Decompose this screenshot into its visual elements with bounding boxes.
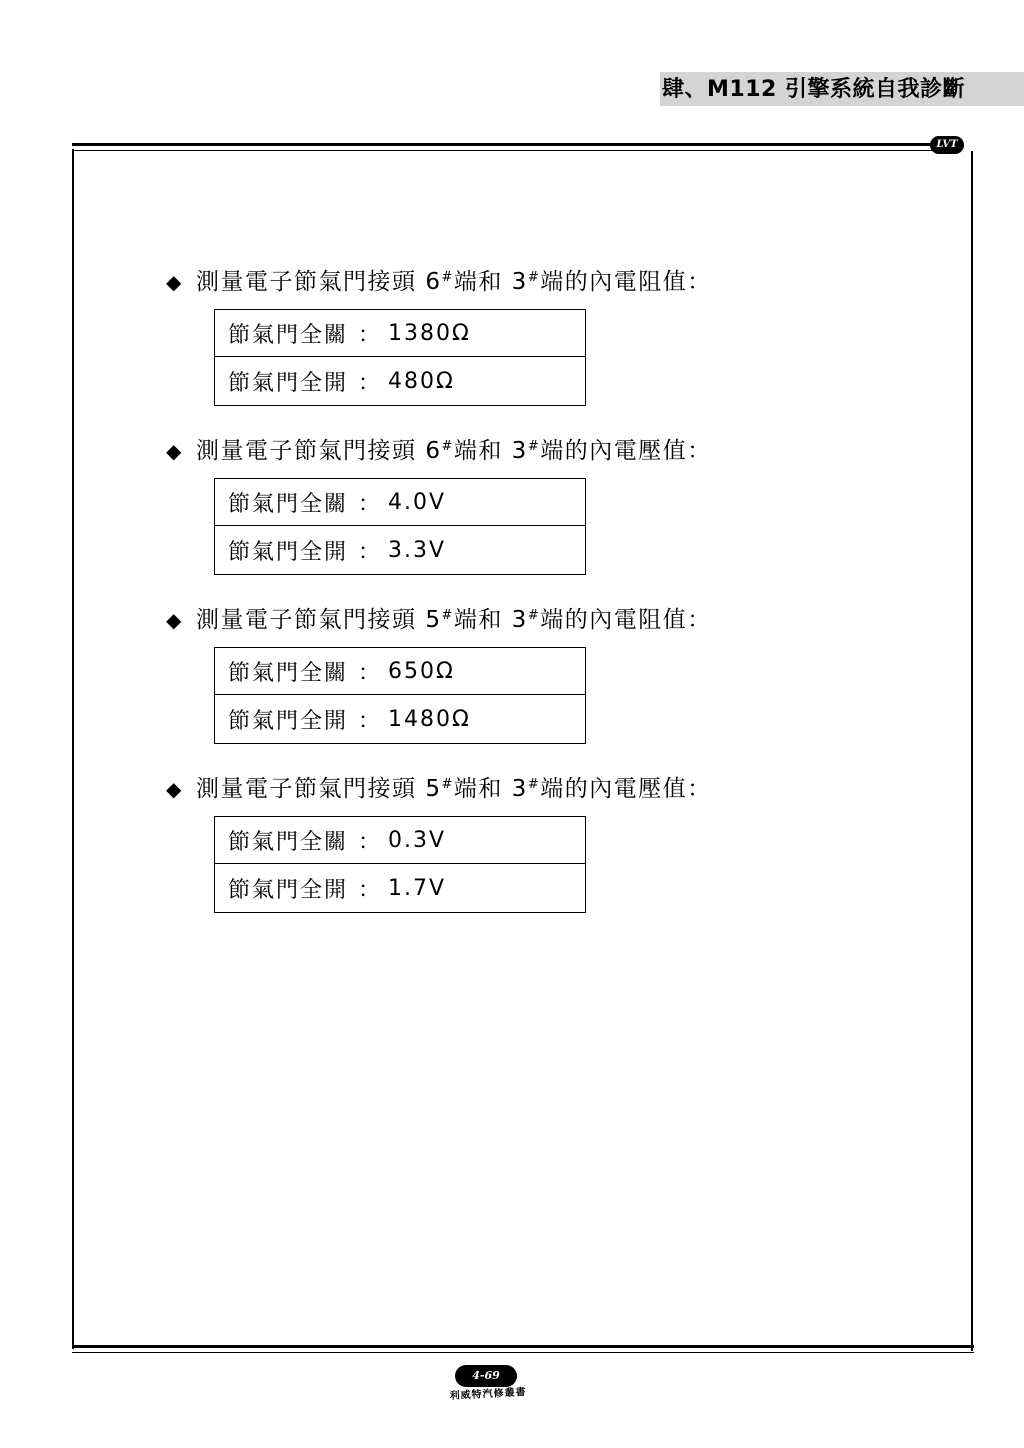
page-number-badge: 4-69 [455,1365,517,1387]
table-row: 節氣門全開 ： 480Ω [214,357,586,406]
frame-left-rule [72,149,74,1349]
publisher-logo: 利威特汽修叢書 [449,1386,527,1403]
diamond-icon: ◆ [166,777,183,801]
heading-text: 測量電子節氣門接頭 6#端和 3#端的內電阻值： [196,269,712,295]
measurement-table [214,647,586,744]
table-row: 節氣門全關 ： 1380Ω [214,309,586,357]
corner-logo-badge: LVT [930,136,964,154]
frame-top-rule [72,143,946,151]
page-header-title: 肆、M112 引擎系統自我診斷 [662,77,965,102]
measurement-table [214,478,586,575]
table-row: 節氣門全關 ： 650Ω [214,647,586,695]
frame-bottom-rule [72,1345,974,1353]
table-row: 節氣門全開 ： 3.3V [214,526,586,575]
table-row: 節氣門全開 ： 1.7V [214,864,586,913]
section-heading [166,774,712,804]
table-row: 節氣門全開 ： 1480Ω [214,695,586,744]
diamond-icon: ◆ [166,270,183,294]
measurement-table [214,816,586,913]
heading-text: 測量電子節氣門接頭 5#端和 3#端的內電阻值： [196,607,712,633]
table-row: 節氣門全關 ： 4.0V [214,478,586,526]
frame-right-rule [971,151,973,1351]
measurement-table [214,309,586,406]
section-heading [166,267,712,297]
section-heading [166,605,712,635]
table-row: 節氣門全關 ： 0.3V [214,816,586,864]
heading-text: 測量電子節氣門接頭 6#端和 3#端的內電壓值： [196,438,712,464]
heading-text: 測量電子節氣門接頭 5#端和 3#端的內電壓值： [196,776,712,802]
diamond-icon: ◆ [166,439,183,463]
section-heading [166,436,712,466]
diamond-icon: ◆ [166,608,183,632]
